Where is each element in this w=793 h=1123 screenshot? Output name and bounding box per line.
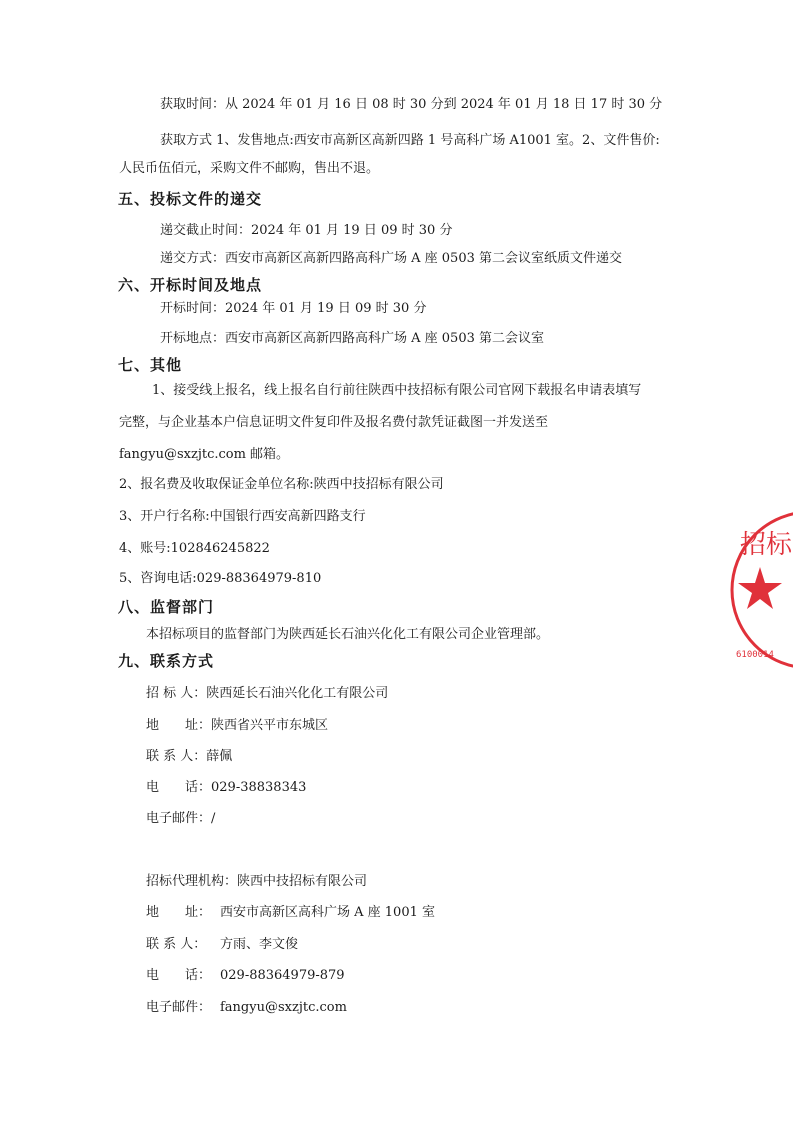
obtain-method-line2: 人民币伍佰元，采购文件不邮购，售出不退。	[119, 161, 380, 176]
other-item2: 2、报名费及收取保证金单位名称:陕西中技招标有限公司	[119, 477, 444, 492]
opening-time: 开标时间：2024 年 01 月 19 日 09 时 30 分	[160, 301, 427, 316]
obtain-method-line1: 获取方式 1、发售地点:西安市高新区高新四路 1 号高科广场 A1001 室。2、文件售价:	[160, 133, 660, 148]
agency-phone-value: 029-88364979-879	[220, 968, 345, 983]
seal-text: 招标	[740, 530, 793, 560]
agency-email-row	[146, 999, 347, 1017]
tenderer-name-row	[146, 685, 388, 703]
agency-contact-value: 方雨、李文俊	[220, 937, 299, 952]
agency-name-row	[146, 873, 367, 891]
tenderer-phone-label: 电 话：	[146, 780, 212, 795]
section6-heading: 六、开标时间及地点	[118, 276, 263, 294]
tenderer-address-label: 地 址：	[146, 718, 212, 733]
company-seal-stamp	[730, 505, 793, 675]
tenderer-contact-row	[146, 748, 232, 766]
other-item1-line1: 1、接受线上报名，线上报名自行前往陕西中技招标有限公司官网下载报名申请表填写	[152, 383, 642, 398]
submit-method: 递交方式：西安市高新区高新四路高科广场 A 座 0503 第二会议室纸质文件递交	[160, 251, 623, 266]
agency-name-value: 陕西中技招标有限公司	[237, 874, 368, 889]
seal-code: 6100014	[736, 650, 774, 660]
agency-name-label: 招标代理机构：	[146, 874, 238, 889]
agency-address-row	[146, 904, 435, 922]
section5-heading: 五、投标文件的递交	[118, 190, 263, 208]
tenderer-phone-value: 029-38838343	[211, 780, 307, 795]
tenderer-address-row	[146, 717, 328, 735]
other-item1-line2: 完整，与企业基本户信息证明文件复印件及报名费付款凭证截图一并发送至	[119, 415, 549, 430]
obtain-time: 获取时间：从 2024 年 01 月 16 日 08 时 30 分到 2024 年 01 月 18 日 17 时 30 分	[160, 97, 663, 112]
section7-heading: 七、其他	[118, 356, 183, 374]
tenderer-name-label: 招 标 人：	[146, 686, 207, 701]
section8-heading: 八、监督部门	[118, 598, 215, 616]
supervision-text: 本招标项目的监督部门为陕西延长石油兴化化工有限公司企业管理部。	[146, 627, 550, 642]
other-item3: 3、开户行名称:中国银行西安高新四路支行	[119, 509, 366, 524]
other-item4: 4、账号:102846245822	[119, 541, 270, 556]
tenderer-contact-label: 联 系 人：	[146, 749, 207, 764]
agency-contact-row	[146, 936, 298, 954]
opening-place: 开标地点：西安市高新区高新四路高科广场 A 座 0503 第二会议室	[160, 331, 545, 346]
agency-phone-label: 电 话：	[146, 968, 212, 983]
tenderer-address-value: 陕西省兴平市东城区	[211, 718, 329, 733]
tenderer-name-value: 陕西延长石油兴化化工有限公司	[206, 686, 389, 701]
other-item1-line3: fangyu@sxzjtc.com 邮箱。	[119, 447, 290, 462]
agency-address-label: 地 址：	[146, 905, 212, 920]
submit-deadline: 递交截止时间：2024 年 01 月 19 日 09 时 30 分	[160, 223, 453, 238]
seal-star-icon	[738, 567, 782, 609]
tenderer-email-label: 电子邮件：	[146, 811, 212, 826]
section9-heading: 九、联系方式	[118, 652, 215, 670]
agency-address-value: 西安市高新区高科广场 A 座 1001 室	[220, 905, 436, 920]
agency-email-value: fangyu@sxzjtc.com	[220, 1000, 347, 1015]
other-item5: 5、咨询电话:029-88364979-810	[119, 571, 322, 586]
tenderer-phone-row	[146, 779, 306, 797]
tenderer-email-value: /	[211, 811, 216, 826]
tenderer-contact-value: 薛佩	[206, 749, 233, 764]
agency-contact-label: 联 系 人：	[146, 937, 207, 952]
agency-phone-row	[146, 967, 345, 985]
agency-email-label: 电子邮件：	[146, 1000, 212, 1015]
tenderer-email-row	[146, 810, 215, 828]
